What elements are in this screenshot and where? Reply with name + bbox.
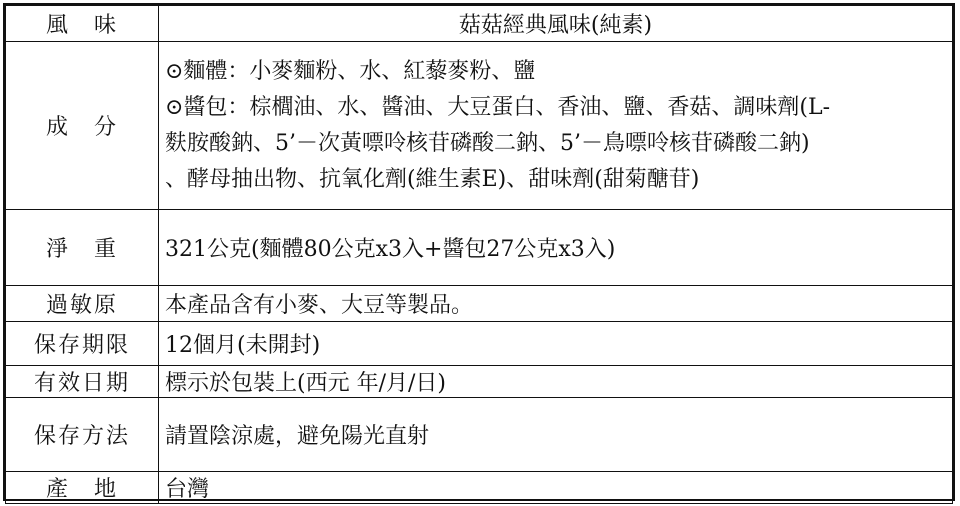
value-allergens: 本產品含有小麥、大豆等製品。 (159, 286, 953, 322)
value-ingredients (159, 42, 953, 210)
row-storage (6, 398, 953, 472)
label-storage: 保存方法 (6, 398, 159, 472)
label-ingredients: 成 分 (6, 42, 159, 210)
row-expiry (6, 366, 953, 398)
ingredients-line-1: ⊙麵體：小麥麵粉、水、紅藜麥粉、鹽 (165, 58, 536, 84)
label-expiry: 有效日期 (6, 366, 159, 398)
row-origin (6, 472, 953, 504)
value-shelf-life: 12個月(未開封) (159, 322, 953, 366)
label-allergens: 過敏原 (6, 286, 159, 322)
value-origin: 台灣 (159, 472, 953, 504)
value-net-weight: 321公克(麵體80公克x3入+醬包27公克x3入) (159, 210, 953, 286)
value-flavor: 菇菇經典風味(純素) (159, 6, 953, 42)
value-storage: 請置陰涼處，避免陽光直射 (159, 398, 953, 472)
value-expiry: 標示於包裝上(西元 年/月/日) (159, 366, 953, 398)
row-shelf-life (6, 322, 953, 366)
product-info-table (3, 3, 955, 501)
row-allergens (6, 286, 953, 322)
info-table (5, 5, 953, 504)
label-net-weight: 淨 重 (6, 210, 159, 286)
ingredients-line-4: 、酵母抽出物、抗氧化劑(維生素E)、甜味劑(甜菊醣苷) (165, 166, 700, 192)
ingredients-line-2: ⊙醬包：棕櫚油、水、醬油、大豆蛋白、香油、鹽、香菇、調味劑(L- (165, 94, 831, 120)
label-shelf-life: 保存期限 (6, 322, 159, 366)
label-origin: 產 地 (6, 472, 159, 504)
row-ingredients (6, 42, 953, 210)
ingredients-line-3: 麩胺酸鈉、5’－次黃嘌呤核苷磷酸二鈉、5’－鳥嘌呤核苷磷酸二鈉) (165, 130, 810, 156)
label-flavor: 風 味 (6, 6, 159, 42)
row-flavor (6, 6, 953, 42)
row-net-weight (6, 210, 953, 286)
